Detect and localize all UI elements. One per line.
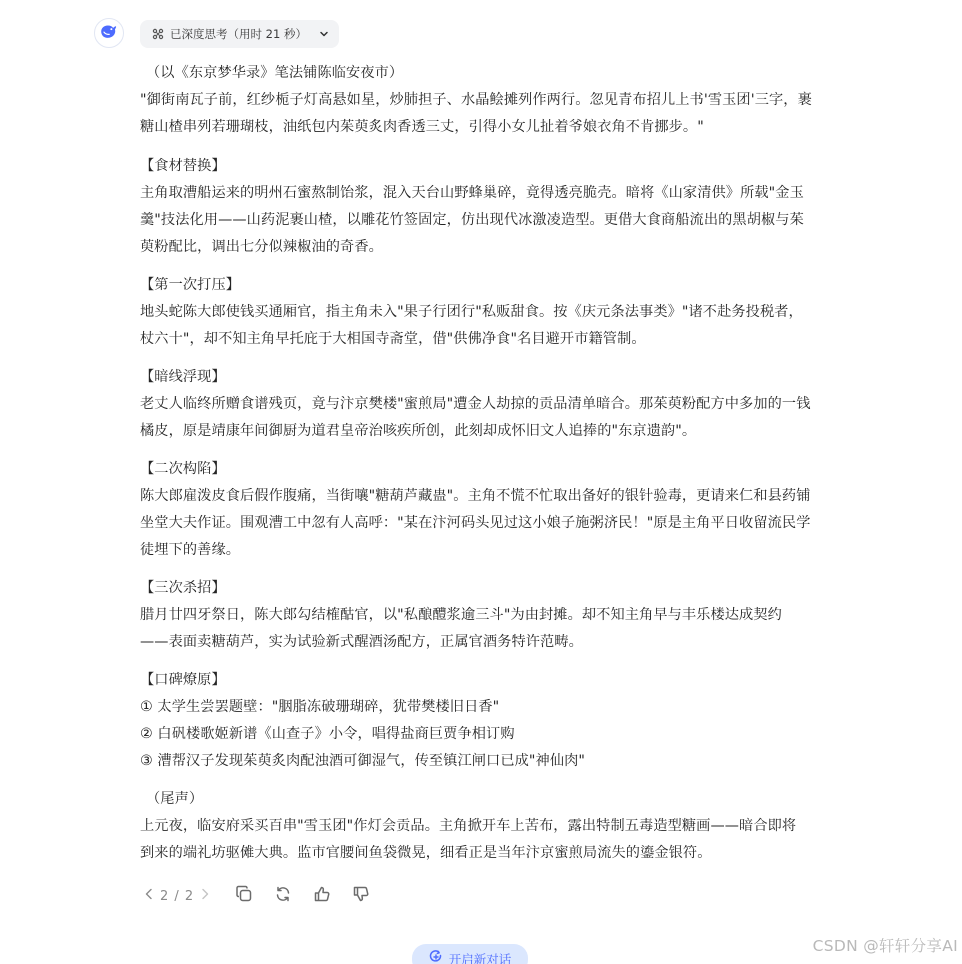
section-second-frame (140, 456, 852, 564)
thumbs-up-icon (313, 885, 331, 907)
list-item: ③ 漕帮汉子发现茱萸炙肉配浊酒可御湿气，传至镇江闸口已成"神仙肉" (140, 753, 586, 769)
copy-button[interactable] (232, 884, 256, 908)
paragraph-line: 糖山楂串列若珊瑚枝，油纸包内茱萸炙肉香透三丈，引得小女儿扯着爷娘衣角不肯挪步。" (140, 119, 704, 135)
list-item: ② 白矾楼歌姬新谱《山查子》小令，唱得盐商巨贾争相订购 (140, 726, 515, 742)
prev-response-button[interactable] (144, 888, 154, 904)
paragraph-line: ——表面卖糖葫芦，实为试验新式醒酒汤配方，正属官酒务特许范畴。 (140, 634, 583, 650)
paragraph-line: 徒埋下的善缘。 (140, 542, 241, 558)
paragraph-line: 主角取漕船运来的明州石蜜熬制饴浆，混入天台山野蜂巢碎，竟得透亮脆壳。暗将《山家清供》所载"金玉 (140, 185, 804, 201)
paragraph-line: "御街南瓦子前，红纱栀子灯高悬如星，炒肺担子、水晶鲙摊列作两行。忽见青布招儿上书'雪玉团'三字，裹 (140, 92, 812, 108)
section-first-suppression (140, 272, 852, 353)
csdn-watermark: CSDN @轩轩分享AI (812, 937, 958, 955)
section-heading: 【二次构陷】 (140, 461, 226, 477)
deep-think-label: 已深度思考（用时 21 秒） (170, 27, 307, 41)
response-pager (144, 888, 210, 904)
regenerate-icon (274, 885, 292, 907)
paragraph-line: 杖六十"，却不知主角早托庇于大相国寺斋堂，借"供佛净食"名目避开市籍管制。 (140, 331, 646, 347)
prologue-heading: （以《东京梦华录》笔法铺陈临安夜市） (146, 65, 404, 81)
paragraph-line: 上元夜，临安府采买百串"雪玉团"作灯会贡品。主角掀开车上苦布，露出特制五毒造型糖画——暗合即将 (140, 818, 797, 834)
deep-think-icon (152, 28, 164, 40)
section-heading: 【三次杀招】 (140, 580, 226, 596)
pager-count: 2 / 2 (160, 888, 195, 904)
section-hidden-thread (140, 364, 852, 445)
paragraph-line: 陈大郎雇泼皮食后假作腹痛，当街嚷"糖葫芦藏蛊"。主角不慌不忙取出备好的银针验毒，更请来仁和县药铺 (140, 488, 811, 504)
deep-think-toggle[interactable] (140, 20, 339, 48)
paragraph-line: 坐堂大夫作证。围观漕工中忽有人高呼："某在汴河码头见过这小娘子施粥济民！"原是主角平日收留流民学 (140, 515, 811, 531)
list-item: ① 太学生尝罢题壁："胭脂冻破珊瑚碎，犹带樊楼旧日香" (140, 699, 500, 715)
section-ingredient-swap (140, 153, 852, 261)
section-heading: 【暗线浮现】 (140, 369, 226, 385)
paragraph-line: 老丈人临终所赠食谱残页，竟与汴京樊楼"蜜煎局"遭金人劫掠的贡品清单暗合。那茱萸粉配方中多加的一钱 (140, 396, 811, 412)
section-epilogue (140, 786, 852, 867)
section-heading: 【第一次打压】 (140, 277, 241, 293)
paragraph-line: 到来的端礼坊驱傩大典。监市官腰间鱼袋微晃，细看正是当年汴京蜜煎局流失的鎏金银符。 (140, 845, 712, 861)
answer-content (140, 60, 852, 878)
paragraph-line: 橘皮，原是靖康年间御厨为道君皇帝治咳疾所创，此刻却成怀旧文人追捧的"东京遗韵"。 (140, 423, 697, 439)
section-third-attack (140, 575, 852, 656)
paragraph-line: 萸粉配比，调出七分似辣椒油的奇香。 (140, 239, 383, 255)
paragraph-line: 腊月廿四牙祭日，陈大郎勾结榷酤官，以"私酿醴浆逾三斗"为由封摊。却不知主角早与丰乐楼达成契约 (140, 607, 782, 623)
new-chat-icon (429, 950, 443, 964)
deepseek-whale-icon (98, 20, 120, 46)
chevron-down-icon (319, 29, 329, 39)
regenerate-button[interactable] (271, 884, 295, 908)
epilogue-heading: （尾声） (146, 791, 204, 807)
assistant-avatar (94, 18, 124, 48)
section-heading: 【口碑燎原】 (140, 672, 226, 688)
paragraph-line: 地头蛇陈大郎使钱买通厢官，指主角未入"果子行团行"私贩甜食。按《庆元条法事类》"诸不赴务投税者， (140, 304, 803, 320)
thumbs-down-icon (352, 885, 370, 907)
new-chat-button[interactable] (412, 944, 528, 964)
copy-icon (235, 885, 253, 907)
section-heading: 【食材替换】 (140, 158, 226, 174)
message-actions (144, 884, 380, 908)
next-response-button[interactable] (200, 888, 210, 904)
paragraph-line: 羹"技法化用——山药泥裹山楂，以雕花竹签固定，仿出现代冰激凌造型。更借大食商船流出的黑胡椒与茱 (140, 212, 804, 228)
dislike-button[interactable] (349, 884, 373, 908)
like-button[interactable] (310, 884, 334, 908)
section-reputation (140, 667, 852, 775)
new-chat-label: 开启新对话 (448, 952, 512, 964)
prologue-block (140, 60, 852, 141)
